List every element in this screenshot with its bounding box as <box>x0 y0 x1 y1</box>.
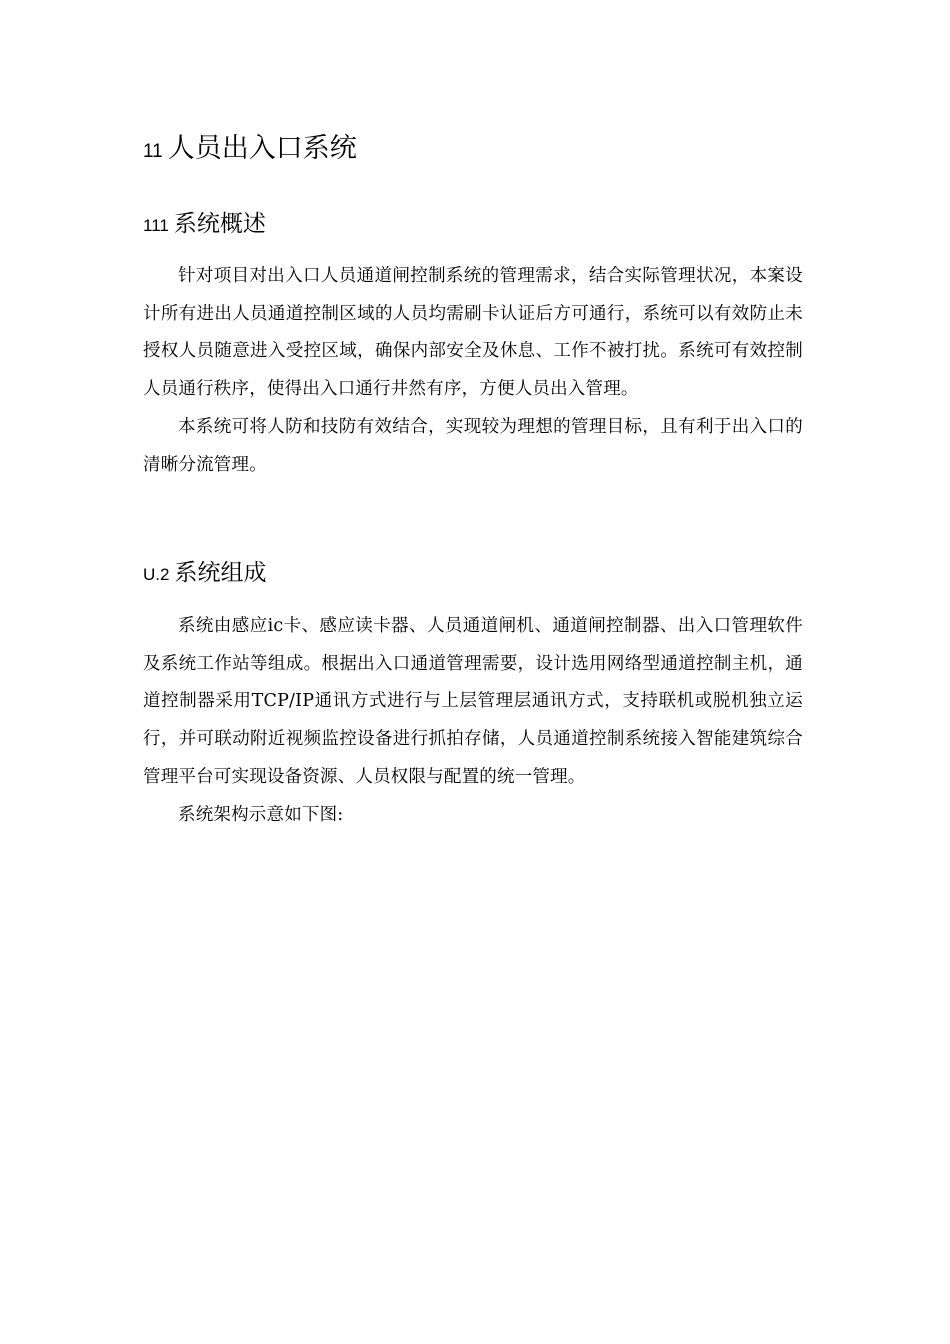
section-title: 人员出入口系统 <box>167 133 357 164</box>
paragraph: 本系统可将人防和技防有效结合，实现较为理想的管理目标，且有利于出入口的清晰分流管理。 <box>143 416 803 475</box>
section-heading <box>143 131 803 170</box>
overview-body <box>143 258 803 484</box>
subsection-number: U.2 <box>143 565 170 584</box>
section-number: 11 <box>143 141 163 162</box>
subsection-heading-composition <box>143 557 803 591</box>
subsection-title: 系统概述 <box>173 211 266 237</box>
paragraph: 系统由感应ic卡、感应读卡器、人员通道闸机、通道闸控制器、出入口管理软件及系统工作站等组成。根据出入口通道管理需要，设计选用网络型通道控制主机，通道控制器采用TCP/IP通讯方式进行与上层管理层通讯方式，支持联机或脱机独立运行，并可联动附近视频监控设备进行抓拍存储，人员通道控制系统接入智能建筑综合管理平台可实现设备资源、人员权限与配置的统一管理。 <box>143 616 803 787</box>
subsection-heading-overview <box>143 208 803 242</box>
subsection-title: 系统组成 <box>174 560 267 586</box>
paragraph: 针对项目对出入口人员通道闸控制系统的管理需求，结合实际管理状况，本案设计所有进出人员通道控制区域的人员均需刷卡认证后方可通行，系统可以有效防止未授权人员随意进入受控区域，确保内部安全及休息、工作不被打扰。系统可有效控制人员通行秩序，使得出入口通行井然有序，方便人员出入管理。 <box>143 266 803 400</box>
paragraph: 系统架构示意如下图: <box>178 804 344 825</box>
subsection-number: 111 <box>143 216 169 235</box>
composition-body <box>143 608 803 834</box>
